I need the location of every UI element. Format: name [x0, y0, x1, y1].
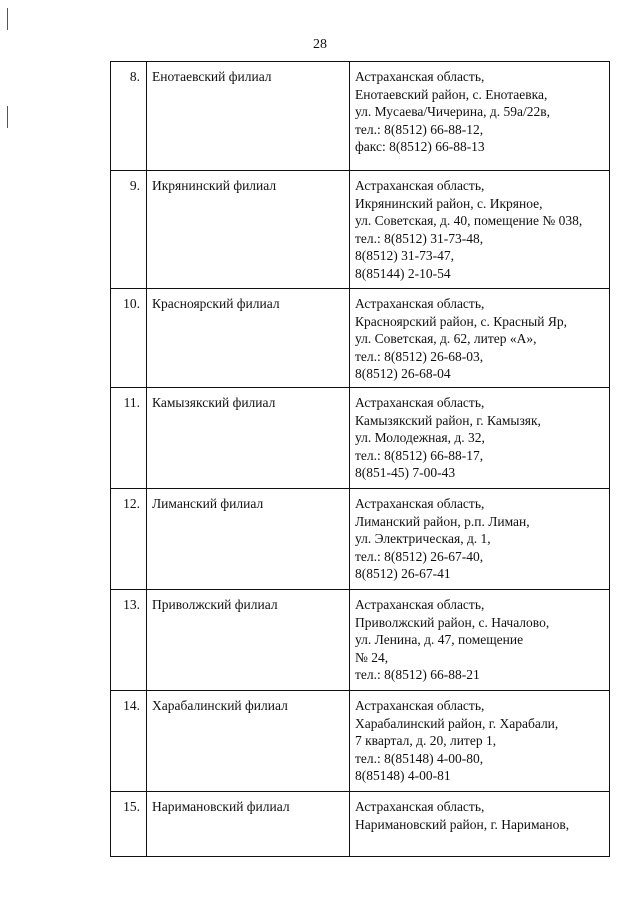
row-number: 11.: [111, 387, 147, 488]
branches-table: [110, 61, 610, 857]
address-line: ул. Мусаева/Чичерина, д. 59а/22в,: [355, 104, 550, 120]
address-line: Астраханская область,: [355, 697, 485, 713]
branch-address: [350, 488, 610, 589]
page-number: 28: [313, 37, 327, 52]
branch-address: [350, 62, 610, 171]
address-line: 8(851-45) 7-00-43: [355, 465, 456, 481]
scan-edge-mark: [7, 106, 8, 128]
branch-address: [350, 690, 610, 791]
branch-address: [350, 589, 610, 690]
address-line: Лиманский район, р.п. Лиман,: [355, 513, 530, 529]
row-number: 15.: [111, 791, 147, 856]
address-line: 8(8512) 31-73-47,: [355, 248, 454, 264]
address-line: 7 квартал, д. 20, литер 1,: [355, 733, 497, 749]
address-line: ул. Советская, д. 62, литер «А»,: [355, 331, 537, 347]
row-number: 12.: [111, 488, 147, 589]
branch-name: Харабалинский филиал: [147, 690, 350, 791]
table-row: [111, 387, 610, 488]
branch-name: Камызякский филиал: [147, 387, 350, 488]
branch-name: Икрянинский филиал: [147, 171, 350, 289]
address-line: 8(8512) 26-68-04: [355, 366, 451, 382]
address-line: № 24,: [355, 649, 389, 665]
address-line: Астраханская область,: [355, 798, 485, 814]
address-line: Наримановский район, г. Нариманов,: [355, 816, 570, 832]
address-line: ул. Электрическая, д. 1,: [355, 531, 491, 547]
row-number: 9.: [111, 171, 147, 289]
scan-edge-mark: [7, 8, 8, 30]
address-line: Красноярский район, с. Красный Яр,: [355, 313, 567, 329]
address-line: тел.: 8(8512) 26-68-03,: [355, 348, 484, 364]
branch-address: [350, 289, 610, 388]
address-line: Астраханская область,: [355, 296, 485, 311]
address-line: Приволжский район, с. Началово,: [355, 614, 550, 630]
branch-name: Наримановский филиал: [147, 791, 350, 856]
address-line: Астраханская область,: [355, 69, 485, 84]
row-number: 13.: [111, 589, 147, 690]
row-number: 8.: [111, 62, 147, 171]
address-line: ул. Советская, д. 40, помещение № 038,: [355, 213, 583, 229]
branches-table-body: [111, 62, 610, 857]
table-row: [111, 791, 610, 856]
branch-name: Енотаевский филиал: [147, 62, 350, 171]
address-line: 8(8512) 26-67-41: [355, 566, 451, 582]
address-line: тел.: 8(8512) 66-88-17,: [355, 447, 484, 463]
branch-name: Приволжский филиал: [147, 589, 350, 690]
address-line: Харабалинский район, г. Харабали,: [355, 715, 559, 731]
address-line: тел.: 8(8512) 66-88-12,: [355, 121, 484, 137]
address-line: тел.: 8(8512) 31-73-48,: [355, 230, 484, 246]
address-line: факс: 8(8512) 66-88-13: [355, 139, 485, 155]
address-line: Камызякский район, г. Камызяк,: [355, 412, 541, 428]
address-line: Астраханская область,: [355, 394, 485, 410]
table-row: [111, 171, 610, 289]
branch-address: [350, 387, 610, 488]
address-line: 8(85144) 2-10-54: [355, 265, 451, 281]
address-line: Енотаевский район, с. Енотаевка,: [355, 86, 548, 102]
branch-name: Красноярский филиал: [147, 289, 350, 388]
branch-address: [350, 791, 610, 856]
address-line: 8(85148) 4-00-81: [355, 768, 451, 784]
table-row: [111, 62, 610, 171]
table-row: [111, 589, 610, 690]
table-row: [111, 289, 610, 388]
address-line: ул. Ленина, д. 47, помещение: [355, 632, 524, 648]
table-row: [111, 690, 610, 791]
table-row: [111, 488, 610, 589]
address-line: тел.: 8(8512) 26-67-40,: [355, 548, 484, 564]
row-number: 10.: [111, 289, 147, 388]
address-line: тел.: 8(8512) 66-88-21: [355, 667, 480, 683]
address-line: Астраханская область,: [355, 495, 485, 511]
address-line: Икрянинский район, с. Икряное,: [355, 195, 543, 211]
row-number: 14.: [111, 690, 147, 791]
address-line: Астраханская область,: [355, 596, 485, 612]
branch-name: Лиманский филиал: [147, 488, 350, 589]
address-line: ул. Молодежная, д. 32,: [355, 430, 485, 446]
address-line: Астраханская область,: [355, 178, 485, 193]
address-line: тел.: 8(85148) 4-00-80,: [355, 750, 484, 766]
branch-address: [350, 171, 610, 289]
